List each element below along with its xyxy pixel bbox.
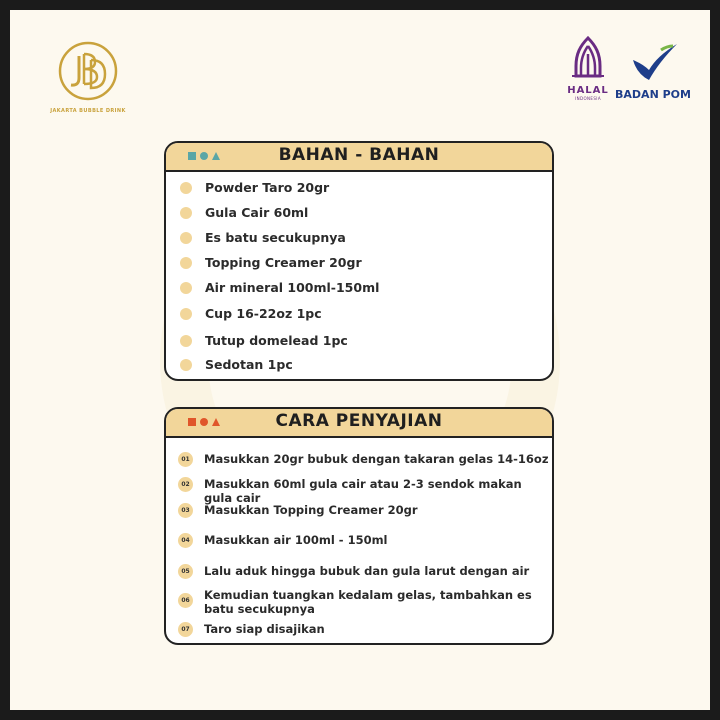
step-number-badge: 03 <box>178 503 193 518</box>
halal-logo-icon <box>570 36 606 82</box>
serving-steps-list: 01 Masukkan 20gr bubuk dengan takaran gelas 14-16oz 02 Masukkan 60ml gula cair atau 2-3 sendok makan gula cair 03 Masukkan Topping Creamer 20gr 04 Masukkan air 100ml - 150ml 05 Lalu aduk hingga bubuk dan gula larut dengan air 06 Kemudian tuangkan kedalam gelas, tambahkan es batu secukupnya 07 Taro siap disajikan <box>166 438 552 642</box>
bullet-dot-icon <box>180 207 192 219</box>
step-number-badge: 05 <box>178 564 193 579</box>
serving-title: CARA PENYAJIAN <box>275 411 443 431</box>
badan-pom-title: BADAN POM <box>615 88 691 101</box>
halal-subtitle: INDONESIA <box>575 96 601 101</box>
step-number-badge: 01 <box>178 452 193 467</box>
jbd-monogram-logo <box>57 40 119 102</box>
step-number-badge: 07 <box>178 622 193 637</box>
bullet-dot-icon <box>180 182 192 194</box>
ingredients-list <box>166 172 552 376</box>
ingredients-title: BAHAN - BAHAN <box>278 145 440 165</box>
serving-card <box>164 407 554 645</box>
bullet-dot-icon <box>180 359 192 371</box>
ingredients-card <box>164 141 554 381</box>
serving-header <box>166 409 552 438</box>
brand-logo-block <box>38 40 138 114</box>
ingredient-item: Sedotan 1pc <box>166 355 552 375</box>
halal-indonesia-badge <box>564 36 612 101</box>
bullet-dot-icon <box>180 282 192 294</box>
ingredient-item: Cup 16-22oz 1pc <box>166 304 552 324</box>
bullet-dot-icon <box>180 335 192 347</box>
ingredient-item: Topping Creamer 20gr <box>166 253 552 273</box>
badan-pom-logo-icon <box>623 40 683 84</box>
bullet-dot-icon <box>180 308 192 320</box>
halal-title: HALAL <box>567 85 609 96</box>
ingredient-item: Gula Cair 60ml <box>166 203 552 223</box>
brand-name: JAKARTA BUBBLE DRINK <box>50 108 126 114</box>
ingredient-item: Powder Taro 20gr <box>166 178 552 198</box>
step-number-badge: 06 <box>178 593 193 608</box>
step-number-badge: 04 <box>178 533 193 548</box>
page <box>10 10 710 710</box>
badan-pom-badge <box>614 40 692 101</box>
bullet-dot-icon <box>180 257 192 269</box>
step-number-badge: 02 <box>178 477 193 492</box>
ingredient-item: Tutup domelead 1pc <box>166 331 552 351</box>
bullet-dot-icon <box>180 232 192 244</box>
ingredient-item: Es batu secukupnya <box>166 228 552 248</box>
ingredient-item: Air mineral 100ml-150ml <box>166 278 552 298</box>
ingredients-header <box>166 143 552 172</box>
